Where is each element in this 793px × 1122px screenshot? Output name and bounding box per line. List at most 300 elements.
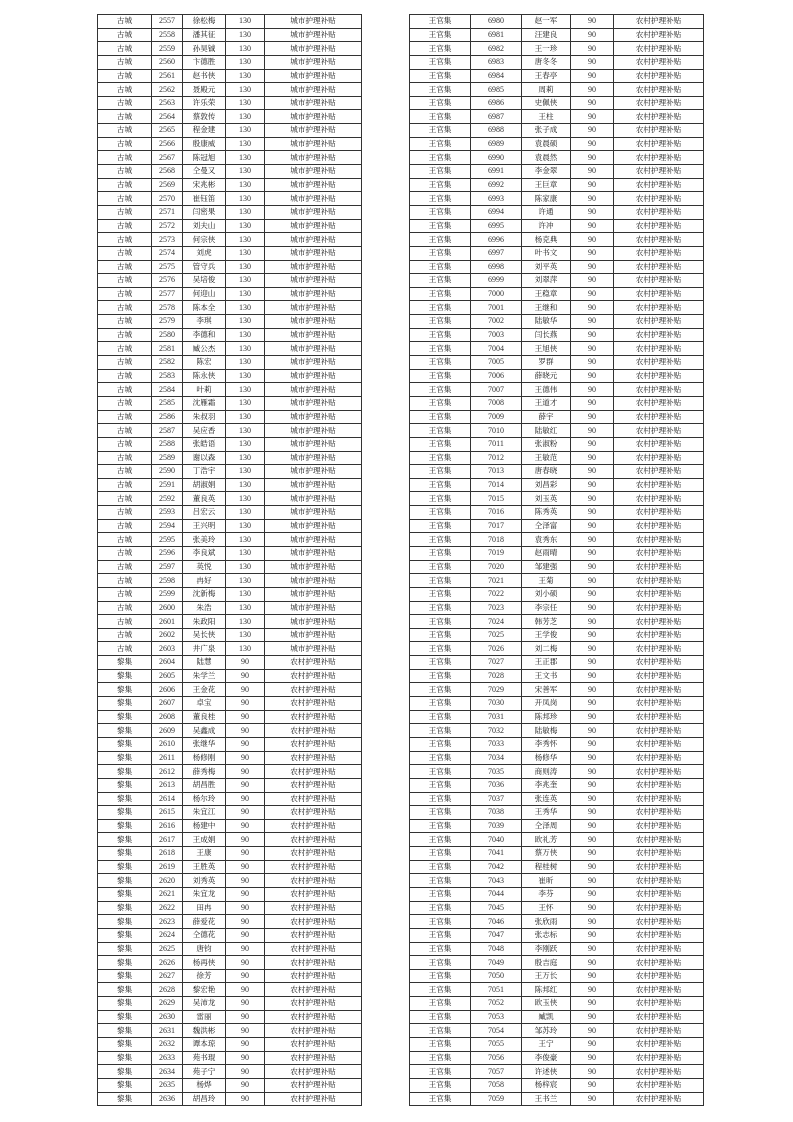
table-row (98, 792, 362, 806)
subsidy-type-cell: 农村护理补贴 (265, 792, 362, 806)
amount-cell: 90 (226, 1065, 265, 1079)
town-cell: 黎集 (98, 683, 152, 697)
table-row (98, 42, 362, 56)
subsidy-type-cell: 农村护理补贴 (614, 69, 704, 83)
amount-cell: 90 (571, 656, 614, 670)
amount-cell: 90 (571, 1092, 614, 1106)
town-cell: 黎集 (98, 847, 152, 861)
amount-cell: 90 (571, 1078, 614, 1092)
name-cell: 袁晨然 (522, 151, 571, 165)
town-cell: 王官集 (410, 437, 471, 451)
subsidy-type-cell: 农村护理补贴 (614, 765, 704, 779)
name-cell: 臧公杰 (183, 342, 226, 356)
name-cell: 张美玲 (183, 533, 226, 547)
name-cell: 苑书琨 (183, 1051, 226, 1065)
name-cell: 崔钰笛 (183, 192, 226, 206)
name-cell: 闫长燕 (522, 328, 571, 342)
name-cell: 唐春晓 (522, 465, 571, 479)
amount-cell: 90 (571, 1065, 614, 1079)
name-cell: 仝泽富 (522, 519, 571, 533)
serial-number-cell: 2592 (152, 492, 183, 506)
name-cell: 王兴明 (183, 519, 226, 533)
amount-cell: 90 (226, 833, 265, 847)
table-row (410, 983, 704, 997)
serial-number-cell: 6988 (471, 124, 522, 138)
amount-cell: 90 (571, 533, 614, 547)
town-cell: 黎集 (98, 1065, 152, 1079)
table-row (410, 847, 704, 861)
table-row (98, 915, 362, 929)
table-row (98, 669, 362, 683)
serial-number-cell: 6982 (471, 42, 522, 56)
table-row (98, 697, 362, 711)
serial-number-cell: 7001 (471, 301, 522, 315)
town-cell: 王官集 (410, 888, 471, 902)
serial-number-cell: 7040 (471, 833, 522, 847)
town-cell: 王官集 (410, 969, 471, 983)
serial-number-cell: 7049 (471, 956, 522, 970)
amount-cell: 90 (571, 560, 614, 574)
subsidy-type-cell: 农村护理补贴 (614, 274, 704, 288)
subsidy-type-cell: 农村护理补贴 (614, 642, 704, 656)
name-cell: 蔡敦传 (183, 110, 226, 124)
serial-number-cell: 2560 (152, 55, 183, 69)
subsidy-type-cell: 农村护理补贴 (614, 737, 704, 751)
name-cell: 田冉 (183, 901, 226, 915)
name-cell: 李德和 (183, 328, 226, 342)
amount-cell: 90 (571, 1051, 614, 1065)
table-row (410, 383, 704, 397)
name-cell: 朱宜江 (183, 806, 226, 820)
amount-cell: 130 (226, 28, 265, 42)
serial-number-cell: 2571 (152, 205, 183, 219)
amount-cell: 90 (571, 28, 614, 42)
town-cell: 古城 (98, 233, 152, 247)
amount-cell: 90 (571, 287, 614, 301)
table-row (98, 465, 362, 479)
table-row (410, 492, 704, 506)
amount-cell: 130 (226, 69, 265, 83)
subsidy-type-cell: 城市护理补贴 (265, 410, 362, 424)
amount-cell: 90 (226, 710, 265, 724)
name-cell: 朱学兰 (183, 669, 226, 683)
subsidy-type-cell: 农村护理补贴 (614, 574, 704, 588)
town-cell: 古城 (98, 69, 152, 83)
name-cell: 刘翠萍 (522, 274, 571, 288)
name-cell: 汪建良 (522, 28, 571, 42)
amount-cell: 130 (226, 506, 265, 520)
amount-cell: 130 (226, 628, 265, 642)
table-row (98, 383, 362, 397)
serial-number-cell: 6992 (471, 178, 522, 192)
amount-cell: 90 (226, 765, 265, 779)
amount-cell: 90 (571, 478, 614, 492)
subsidy-type-cell: 农村护理补贴 (614, 356, 704, 370)
serial-number-cell: 2584 (152, 383, 183, 397)
subsidy-type-cell: 农村护理补贴 (265, 1010, 362, 1024)
amount-cell: 90 (226, 888, 265, 902)
table-row (410, 806, 704, 820)
subsidy-type-cell: 城市护理补贴 (265, 83, 362, 97)
serial-number-cell: 2621 (152, 888, 183, 902)
town-cell: 王官集 (410, 356, 471, 370)
subsidy-type-cell: 农村护理补贴 (614, 819, 704, 833)
subsidy-type-cell: 农村护理补贴 (614, 888, 704, 902)
serial-number-cell: 2624 (152, 928, 183, 942)
left-table-body (98, 15, 362, 1106)
name-cell: 周莉 (522, 83, 571, 97)
subsidy-type-cell: 农村护理补贴 (614, 1065, 704, 1079)
name-cell: 卓宝 (183, 697, 226, 711)
town-cell: 古城 (98, 151, 152, 165)
amount-cell: 130 (226, 437, 265, 451)
serial-number-cell: 6991 (471, 165, 522, 179)
table-row (98, 1078, 362, 1092)
name-cell: 陈宏 (183, 356, 226, 370)
serial-number-cell: 2625 (152, 942, 183, 956)
serial-number-cell: 7054 (471, 1024, 522, 1038)
serial-number-cell: 2582 (152, 356, 183, 370)
subsidy-type-cell: 农村护理补贴 (265, 969, 362, 983)
table-row (98, 369, 362, 383)
serial-number-cell: 6994 (471, 205, 522, 219)
table-row (98, 137, 362, 151)
town-cell: 古城 (98, 15, 152, 29)
subsidy-type-cell: 农村护理补贴 (614, 724, 704, 738)
amount-cell: 90 (571, 1024, 614, 1038)
name-cell: 李琪 (183, 315, 226, 329)
name-cell: 刘虎 (183, 246, 226, 260)
subsidy-type-cell: 城市护理补贴 (265, 506, 362, 520)
town-cell: 王官集 (410, 396, 471, 410)
amount-cell: 90 (226, 942, 265, 956)
table-row (410, 587, 704, 601)
town-cell: 王官集 (410, 1051, 471, 1065)
table-row (410, 42, 704, 56)
serial-number-cell: 2612 (152, 765, 183, 779)
amount-cell: 90 (571, 724, 614, 738)
serial-number-cell: 7005 (471, 356, 522, 370)
subsidy-type-cell: 农村护理补贴 (614, 342, 704, 356)
name-cell: 杨修刚 (183, 751, 226, 765)
town-cell: 王官集 (410, 1010, 471, 1024)
serial-number-cell: 7035 (471, 765, 522, 779)
town-cell: 王官集 (410, 751, 471, 765)
subsidy-type-cell: 农村护理补贴 (265, 983, 362, 997)
table-row (410, 1024, 704, 1038)
town-cell: 古城 (98, 478, 152, 492)
name-cell: 邹苏玲 (522, 1024, 571, 1038)
subsidy-type-cell: 城市护理补贴 (265, 274, 362, 288)
subsidy-type-cell: 城市护理补贴 (265, 301, 362, 315)
serial-number-cell: 7039 (471, 819, 522, 833)
name-cell: 苑子宁 (183, 1065, 226, 1079)
table-row (410, 574, 704, 588)
amount-cell: 90 (571, 615, 614, 629)
name-cell: 陈邦红 (522, 983, 571, 997)
subsidy-type-cell: 农村护理补贴 (265, 724, 362, 738)
table-row (410, 233, 704, 247)
town-cell: 王官集 (410, 260, 471, 274)
serial-number-cell: 2583 (152, 369, 183, 383)
town-cell: 黎集 (98, 983, 152, 997)
subsidy-type-cell: 农村护理补贴 (614, 55, 704, 69)
subsidy-type-cell: 农村护理补贴 (265, 1038, 362, 1052)
table-row (98, 519, 362, 533)
serial-number-cell: 7033 (471, 737, 522, 751)
subsidy-type-cell: 城市护理补贴 (265, 96, 362, 110)
table-row (98, 301, 362, 315)
serial-number-cell: 7037 (471, 792, 522, 806)
town-cell: 古城 (98, 178, 152, 192)
serial-number-cell: 7045 (471, 901, 522, 915)
subsidy-type-cell: 农村护理补贴 (265, 928, 362, 942)
table-row (98, 737, 362, 751)
serial-number-cell: 2588 (152, 437, 183, 451)
subsidy-type-cell: 城市护理补贴 (265, 315, 362, 329)
serial-number-cell: 6984 (471, 69, 522, 83)
subsidy-type-cell: 城市护理补贴 (265, 287, 362, 301)
town-cell: 王官集 (410, 819, 471, 833)
subsidy-type-cell: 农村护理补贴 (614, 969, 704, 983)
town-cell: 古城 (98, 55, 152, 69)
name-cell: 徐松梅 (183, 15, 226, 29)
subsidy-type-cell: 城市护理补贴 (265, 396, 362, 410)
subsidy-type-cell: 农村护理补贴 (614, 587, 704, 601)
amount-cell: 90 (226, 656, 265, 670)
name-cell: 陈本全 (183, 301, 226, 315)
name-cell: 商则涛 (522, 765, 571, 779)
town-cell: 古城 (98, 219, 152, 233)
town-cell: 王官集 (410, 15, 471, 29)
amount-cell: 130 (226, 260, 265, 274)
serial-number-cell: 7003 (471, 328, 522, 342)
table-row (410, 410, 704, 424)
subsidy-type-cell: 农村护理补贴 (265, 915, 362, 929)
town-cell: 古城 (98, 328, 152, 342)
name-cell: 刘平英 (522, 260, 571, 274)
subsidy-type-cell: 农村护理补贴 (265, 737, 362, 751)
amount-cell: 90 (226, 956, 265, 970)
subsidy-type-cell: 农村护理补贴 (614, 1010, 704, 1024)
town-cell: 王官集 (410, 219, 471, 233)
table-row (410, 710, 704, 724)
table-row (410, 1010, 704, 1024)
amount-cell: 130 (226, 55, 265, 69)
amount-cell: 90 (226, 819, 265, 833)
serial-number-cell: 7013 (471, 465, 522, 479)
table-row (98, 437, 362, 451)
town-cell: 古城 (98, 465, 152, 479)
amount-cell: 130 (226, 383, 265, 397)
subsidy-type-cell: 农村护理补贴 (614, 437, 704, 451)
amount-cell: 90 (571, 601, 614, 615)
serial-number-cell: 2569 (152, 178, 183, 192)
name-cell: 仝德花 (183, 928, 226, 942)
subsidy-type-cell: 农村护理补贴 (265, 697, 362, 711)
serial-number-cell: 7056 (471, 1051, 522, 1065)
table-row (410, 969, 704, 983)
name-cell: 何迎山 (183, 287, 226, 301)
table-row (410, 396, 704, 410)
name-cell: 刘秀英 (183, 874, 226, 888)
amount-cell: 90 (571, 506, 614, 520)
table-row (98, 1051, 362, 1065)
name-cell: 蔡万侠 (522, 847, 571, 861)
table-row (410, 96, 704, 110)
table-row (98, 15, 362, 29)
subsidy-type-cell: 城市护理补贴 (265, 260, 362, 274)
subsidy-table-right (409, 14, 704, 1106)
town-cell: 黎集 (98, 710, 152, 724)
name-cell: 王道才 (522, 396, 571, 410)
town-cell: 王官集 (410, 165, 471, 179)
table-row (410, 697, 704, 711)
table-row (98, 819, 362, 833)
amount-cell: 90 (226, 928, 265, 942)
table-row (98, 683, 362, 697)
amount-cell: 90 (571, 888, 614, 902)
town-cell: 黎集 (98, 901, 152, 915)
amount-cell: 90 (226, 806, 265, 820)
table-row (410, 506, 704, 520)
table-row (410, 669, 704, 683)
name-cell: 刘二梅 (522, 642, 571, 656)
subsidy-type-cell: 城市护理补贴 (265, 587, 362, 601)
subsidy-type-cell: 农村护理补贴 (614, 192, 704, 206)
amount-cell: 90 (571, 997, 614, 1011)
amount-cell: 90 (571, 969, 614, 983)
table-row (410, 301, 704, 315)
name-cell: 李芬 (522, 888, 571, 902)
serial-number-cell: 6985 (471, 83, 522, 97)
amount-cell: 130 (226, 369, 265, 383)
name-cell: 仝曼又 (183, 165, 226, 179)
serial-number-cell: 7004 (471, 342, 522, 356)
town-cell: 黎集 (98, 874, 152, 888)
amount-cell: 130 (226, 342, 265, 356)
amount-cell: 90 (226, 1024, 265, 1038)
town-cell: 古城 (98, 628, 152, 642)
table-row (98, 328, 362, 342)
subsidy-type-cell: 城市护理补贴 (265, 233, 362, 247)
subsidy-type-cell: 城市护理补贴 (265, 628, 362, 642)
amount-cell: 90 (571, 383, 614, 397)
amount-cell: 90 (571, 137, 614, 151)
table-row (98, 860, 362, 874)
subsidy-type-cell: 农村护理补贴 (614, 465, 704, 479)
town-cell: 王官集 (410, 110, 471, 124)
name-cell: 王金花 (183, 683, 226, 697)
serial-number-cell: 2620 (152, 874, 183, 888)
town-cell: 王官集 (410, 137, 471, 151)
serial-number-cell: 7000 (471, 287, 522, 301)
subsidy-type-cell: 农村护理补贴 (614, 997, 704, 1011)
table-row (410, 342, 704, 356)
table-row (98, 287, 362, 301)
table-row (98, 833, 362, 847)
subsidy-type-cell: 城市护理补贴 (265, 219, 362, 233)
amount-cell: 90 (571, 915, 614, 929)
serial-number-cell: 2597 (152, 560, 183, 574)
name-cell: 王怀 (522, 901, 571, 915)
subsidy-type-cell: 农村护理补贴 (265, 942, 362, 956)
name-cell: 崔昕 (522, 874, 571, 888)
subsidy-type-cell: 农村护理补贴 (614, 410, 704, 424)
table-row (98, 260, 362, 274)
town-cell: 王官集 (410, 860, 471, 874)
serial-number-cell: 2619 (152, 860, 183, 874)
serial-number-cell: 7015 (471, 492, 522, 506)
name-cell: 王书兰 (522, 1092, 571, 1106)
amount-cell: 130 (226, 478, 265, 492)
serial-number-cell: 2594 (152, 519, 183, 533)
serial-number-cell: 2595 (152, 533, 183, 547)
town-cell: 王官集 (410, 492, 471, 506)
serial-number-cell: 2575 (152, 260, 183, 274)
town-cell: 古城 (98, 451, 152, 465)
right-table-body (410, 15, 704, 1106)
town-cell: 黎集 (98, 997, 152, 1011)
amount-cell: 90 (571, 928, 614, 942)
subsidy-type-cell: 城市护理补贴 (265, 369, 362, 383)
serial-number-cell: 2635 (152, 1078, 183, 1092)
subsidy-type-cell: 农村护理补贴 (614, 42, 704, 56)
amount-cell: 130 (226, 560, 265, 574)
town-cell: 王官集 (410, 683, 471, 697)
table-row (410, 83, 704, 97)
town-cell: 古城 (98, 587, 152, 601)
town-cell: 古城 (98, 424, 152, 438)
name-cell: 闫密果 (183, 205, 226, 219)
table-row (98, 642, 362, 656)
serial-number-cell: 2611 (152, 751, 183, 765)
table-row (98, 246, 362, 260)
amount-cell: 130 (226, 601, 265, 615)
subsidy-type-cell: 农村护理补贴 (614, 751, 704, 765)
serial-number-cell: 2604 (152, 656, 183, 670)
table-row (98, 969, 362, 983)
subsidy-type-cell: 城市护理补贴 (265, 151, 362, 165)
town-cell: 王官集 (410, 246, 471, 260)
name-cell: 张皓语 (183, 437, 226, 451)
table-row (98, 628, 362, 642)
town-cell: 黎集 (98, 860, 152, 874)
amount-cell: 90 (571, 356, 614, 370)
amount-cell: 90 (571, 42, 614, 56)
serial-number-cell: 2599 (152, 587, 183, 601)
serial-number-cell: 7011 (471, 437, 522, 451)
name-cell: 卞德胜 (183, 55, 226, 69)
subsidy-type-cell: 农村护理补贴 (614, 533, 704, 547)
name-cell: 孙昊铖 (183, 42, 226, 56)
name-cell: 王宁 (522, 1038, 571, 1052)
amount-cell: 130 (226, 192, 265, 206)
town-cell: 古城 (98, 137, 152, 151)
subsidy-type-cell: 农村护理补贴 (265, 778, 362, 792)
town-cell: 古城 (98, 192, 152, 206)
name-cell: 陈永侠 (183, 369, 226, 383)
name-cell: 王稳章 (522, 287, 571, 301)
serial-number-cell: 2586 (152, 410, 183, 424)
town-cell: 古城 (98, 533, 152, 547)
town-cell: 黎集 (98, 928, 152, 942)
name-cell: 张淑粉 (522, 437, 571, 451)
amount-cell: 90 (226, 874, 265, 888)
town-cell: 古城 (98, 205, 152, 219)
subsidy-type-cell: 农村护理补贴 (265, 1024, 362, 1038)
name-cell: 谭本琼 (183, 1038, 226, 1052)
